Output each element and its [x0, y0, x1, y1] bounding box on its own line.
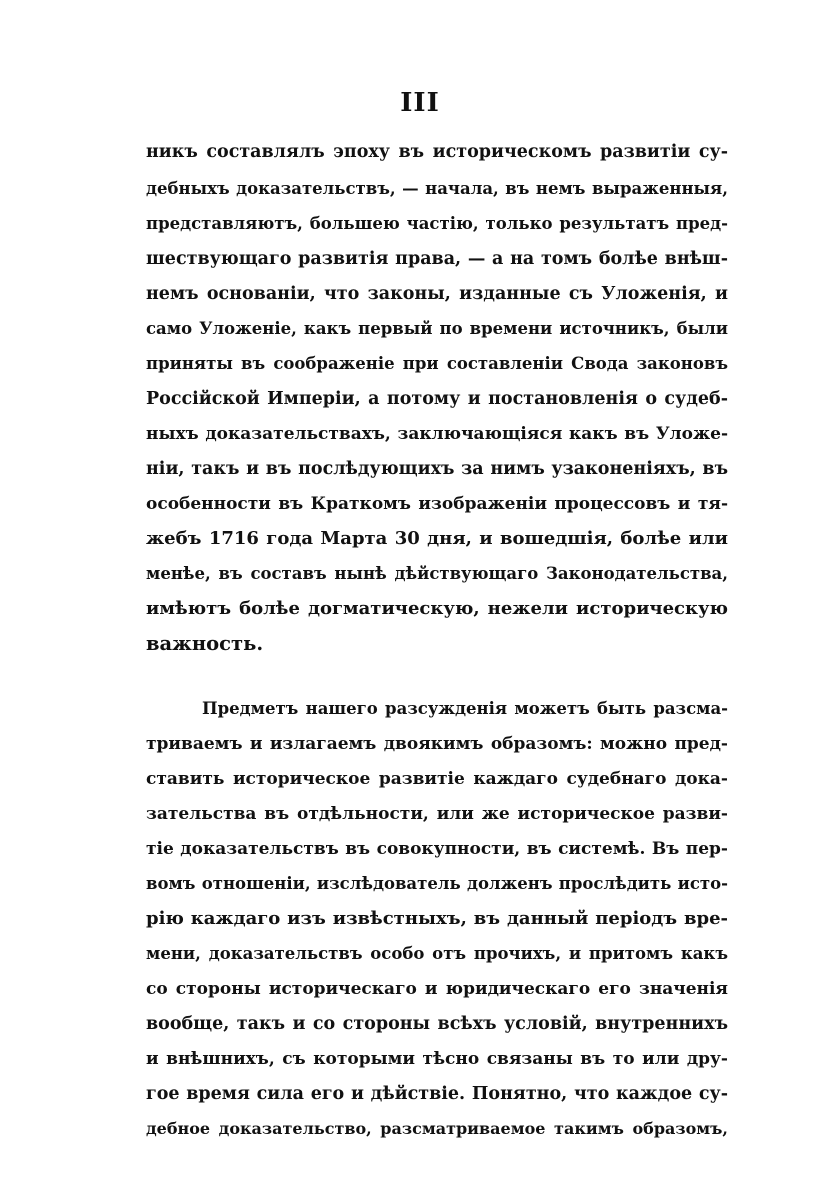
text-line: само Уложеніе, какъ первый по времени источникъ, были	[146, 319, 728, 338]
text-line: особенности въ Краткомъ изображеніи процессовъ и тя-	[146, 494, 728, 514]
text-line: Предметъ нашего разсужденія можетъ быть разсма-	[202, 699, 728, 718]
text-line: представляютъ, большею частію, только результатъ пред-	[146, 214, 728, 233]
text-line: мени, доказательствъ особо отъ прочихъ, и притомъ какъ	[146, 944, 728, 963]
text-line: Россійской Имперіи, а потому и постановленія о судеб-	[146, 389, 728, 409]
page-number: III	[400, 88, 440, 118]
text-line: тіе доказательствъ въ совокупности, въ системѣ. Въ пер-	[146, 839, 728, 859]
text-line: триваемъ и излагаемъ двоякимъ образомъ: можно пред-	[146, 734, 728, 754]
text-line: гое время сила его и дѣйствіе. Понятно, что каждое су-	[146, 1084, 728, 1104]
text-line: ставить историческое развитіе каждаго судебнаго дока-	[146, 769, 728, 789]
text-line: зательства въ отдѣльности, или же историческое разви-	[146, 804, 728, 824]
text-line: немъ основаніи, что законы, изданные съ Уложенія, и	[146, 284, 728, 304]
text-line: важность.	[146, 632, 264, 655]
text-line: менѣе, въ составъ нынѣ дѣйствующаго Законодательства,	[146, 564, 728, 583]
text-line: дебное доказательство, разсматриваемое такимъ образомъ,	[146, 1119, 728, 1138]
text-line: имѣютъ болѣе догматическую, нежели историческую	[146, 598, 728, 619]
text-line: вообще, такъ и со стороны всѣхъ условій, внутреннихъ	[146, 1014, 728, 1034]
text-line: рію каждаго изъ извѣстныхъ, въ данный періодъ вре-	[146, 908, 728, 929]
text-line: дебныхъ доказательствъ, — начала, въ немъ выраженныя,	[146, 179, 728, 198]
text-line: никъ составлялъ эпоху въ историческомъ развитіи су-	[146, 142, 728, 162]
text-line: жебъ 1716 года Марта 30 дня, и вошедшія, болѣе или	[146, 528, 728, 549]
text-line: со стороны историческаго и юридическаго его значенія	[146, 979, 728, 999]
text-line: шествующаго развитія права, — а на томъ болѣе внѣш-	[146, 249, 728, 269]
text-line: вомъ отношеніи, изслѣдователь долженъ прослѣдить исто-	[146, 874, 728, 893]
text-line: ніи, такъ и въ послѣдующихъ за нимъ узаконеніяхъ, въ	[146, 459, 728, 479]
text-line: приняты въ соображеніе при составленіи Свода законовъ	[146, 354, 728, 373]
text-line: и внѣшнихъ, съ которыми тѣсно связаны въ то или дру-	[146, 1049, 728, 1069]
text-line: ныхъ доказательствахъ, заключающіяся какъ въ Уложе-	[146, 424, 728, 444]
